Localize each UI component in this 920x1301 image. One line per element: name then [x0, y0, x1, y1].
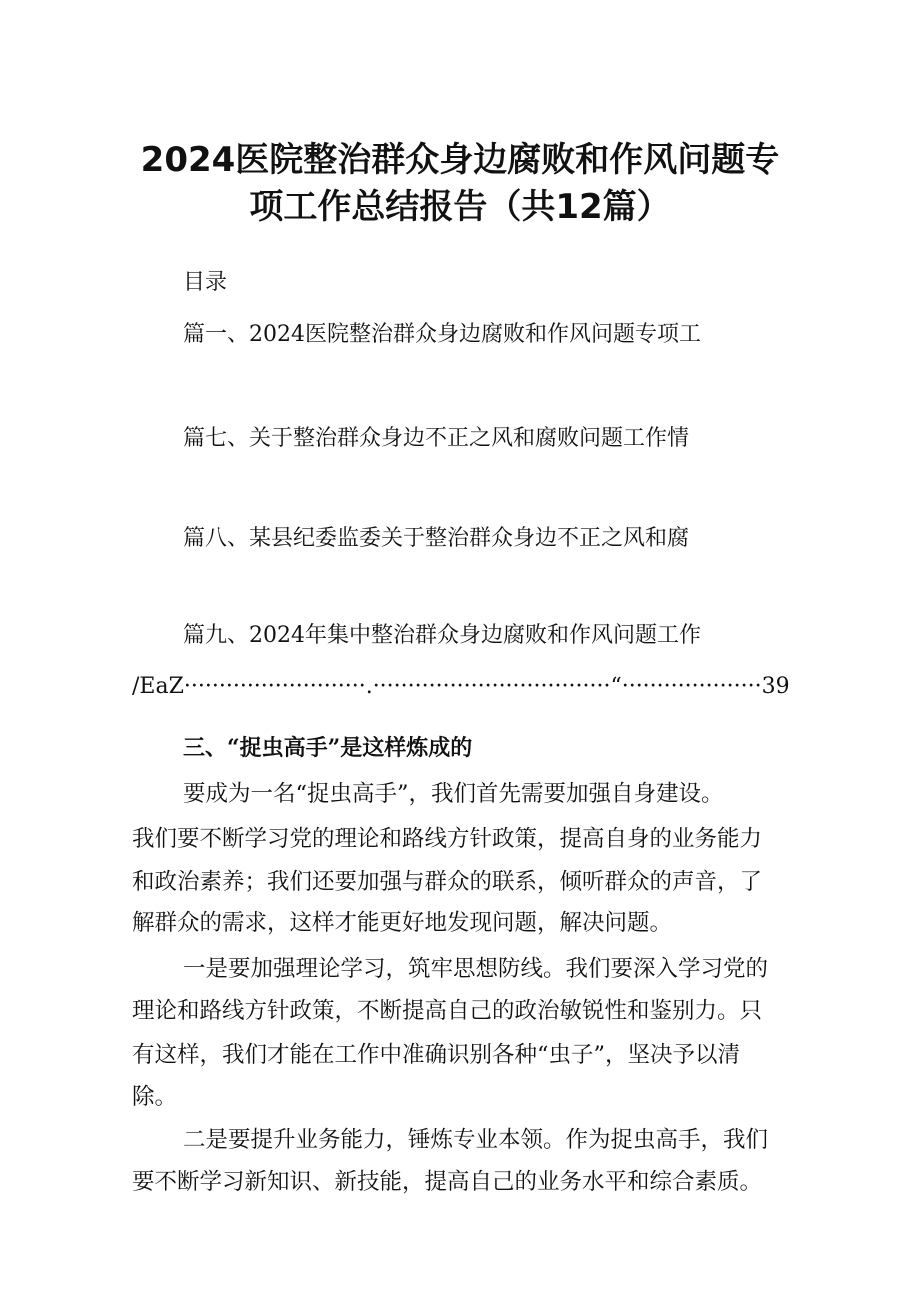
paragraph-line: 和政治素养；我们还要加强与群众的联系，倾听群众的声音，了	[132, 869, 763, 895]
toc-item[interactable]: 篇九、2024年集中整治群众身边腐败和作风问题工作	[183, 623, 701, 648]
document-title-line-2: 项工作总结报告（共12篇）	[249, 187, 671, 227]
toc-leader-line: /EaZ··························.··································“····················39	[132, 674, 790, 699]
paragraph-line: 一是要加强理论学习，筑牢思想防线。我们要深入学习党的	[183, 956, 769, 982]
paragraph-line: 理论和路线方针政策，不断提高自己的政治敏锐性和鉴别力。只	[132, 998, 763, 1024]
paragraph-line: 要不断学习新知识、新技能，提高自己的业务水平和综合素质。	[132, 1169, 763, 1195]
toc-item[interactable]: 篇一、2024医院整治群众身边腐败和作风问题专项工	[183, 322, 701, 347]
toc-heading: 目录	[183, 270, 228, 295]
paragraph-line: 我们要不断学习党的理论和路线方针政策，提高自身的业务能力	[132, 826, 763, 852]
toc-item[interactable]: 篇八、某县纪委监委关于整治群众身边不正之风和腐	[183, 526, 690, 551]
paragraph-line: 解群众的需求，这样才能更好地发现问题，解决问题。	[132, 910, 673, 936]
section-heading: 三、“捉虫高手”是这样炼成的	[183, 735, 473, 761]
paragraph-line: 要成为一名“捉虫高手”，我们首先需要加强自身建设。	[183, 781, 724, 807]
paragraph-line: 除。	[132, 1084, 178, 1110]
document-title-line-1: 2024医院整治群众身边腐败和作风问题专	[140, 140, 780, 180]
paragraph-line: 有这样，我们才能在工作中准确识别各种“虫子”，坚决予以清	[132, 1042, 741, 1068]
paragraph-line: 二是要提升业务能力，锤炼专业本领。作为捉虫高手，我们	[183, 1127, 769, 1153]
toc-item[interactable]: 篇七、关于整治群众身边不正之风和腐败问题工作情	[183, 426, 690, 451]
